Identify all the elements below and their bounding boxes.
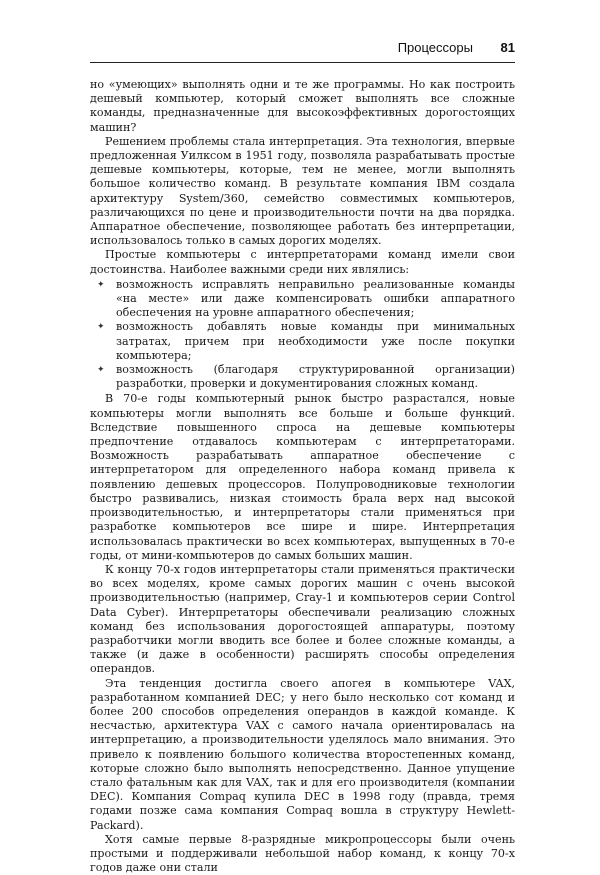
bullet-star-icon: ✦ xyxy=(97,365,105,376)
paragraph-continued: но «умеющих» выполнять одни и те же программы. Но как построить дешевый компьютер, который сможет выполнять все сложные команды, предназначенные для высокоэффективных дорогостоящих машин? xyxy=(90,78,515,134)
list-item xyxy=(97,363,515,391)
page-number: 81 xyxy=(500,40,515,55)
paragraph-microprocessors: Хотя самые первые 8-разрядные микропроцессоры были очень простыми и поддерживали небольшой набор команд, к концу 70-х годов даже они стали xyxy=(90,832,515,875)
paragraph-advantages-intro: Простые компьютеры с интерпретаторами команд имели свои достоинства. Наиболее важными среди них являлись: xyxy=(90,248,515,276)
body-text xyxy=(90,78,515,875)
section-title: Процессоры xyxy=(397,40,473,55)
list-item-text: возможность добавлять новые команды при минимальных затратах, причем при необходимости уже после покупки компьютера; xyxy=(116,320,515,362)
paragraph-late-70s: К концу 70-х годов интерпретаторы стали применяться практически во всех моделях, кроме самых дорогих машин с очень высокой производительностью (например, Cray-1 и компьютеров серии Control Data Cyber). Интерпретаторы обеспечивали реализацию сложных команд без использования дорогостоящей аппаратуры, поэтому разработчики могли вводить все более и более сложные команды, а также (и даже в особенности) расширять способы определения операндов. xyxy=(90,562,515,676)
bullet-star-icon: ✦ xyxy=(97,279,105,290)
list-item-text: возможность (благодаря структурированной организации) разработки, проверки и документирования сложных команд. xyxy=(116,363,515,391)
paragraph-vax: Эта тенденция достигла своего апогея в компьютере VAX, разработанном компанией DEC; у него было несколько сот команд и более 200 способов определения операндов в каждой команде. К несчастью, архитектура VAX с самого начала ориентировалась на интерпретацию, а производительности уделялось мало внимания. Это привело к появлению большого количества второстепенных команд, которые сложно было выполнять непосредственно. Данное упущение стало фатальным как для VAX, так и для его производителя (компании DEC). Компания Compaq купила DEC в 1998 году (правда, тремя годами позже сама компания Compaq вошла в структуру Hewlett-Packard). xyxy=(90,676,515,832)
list-item xyxy=(97,277,515,321)
paragraph-interpretation: Решением проблемы стала интерпретация. Эта технология, впервые предложенная Уилксом в 1951 году, позволяла разрабатывать простые дешевые компьютеры, которые, тем не менее, могли выполнять большое количество команд. В результате компания IBM создала архитектуру System/360, семейство совместимых компьютеров, различающихся по цене и производительности почти на два порядка. Аппаратное обеспечение, позволяющее работать без интерпретации, использовалось только в самых дорогих моделях. xyxy=(90,134,515,248)
advantages-list xyxy=(90,278,515,392)
list-item xyxy=(97,320,515,363)
bullet-star-icon: ✦ xyxy=(97,322,105,333)
header-rule xyxy=(90,62,515,63)
list-item-text: возможность исправлять неправильно реализованные команды «на месте» или даже компенсировать ошибки аппаратного обеспечения на уровне аппаратного обеспечения; xyxy=(116,277,515,320)
running-header xyxy=(90,40,515,60)
paragraph-70s-market: В 70-е годы компьютерный рынок быстро разрастался, новые компьютеры могли выполнять все больше и больше функций. Вследствие повышенного спроса на дешевые компьютеры предпочтение отдавалось компьютерам с интерпретаторами. Возможность разрабатывать аппаратное обеспечение с интерпретатором для определенного набора команд привела к появлению дешевых процессоров. Полупроводниковые технологии быстро развивались, низкая стоимость брала верх над высокой производительностью, и интерпретаторы стали применяться при разработке компьютеров все шире и шире. Интерпретация использовалась практически во всех компьютерах, выпущенных в 70-е годы, от мини-компьютеров до самых больших машин. xyxy=(90,392,515,562)
